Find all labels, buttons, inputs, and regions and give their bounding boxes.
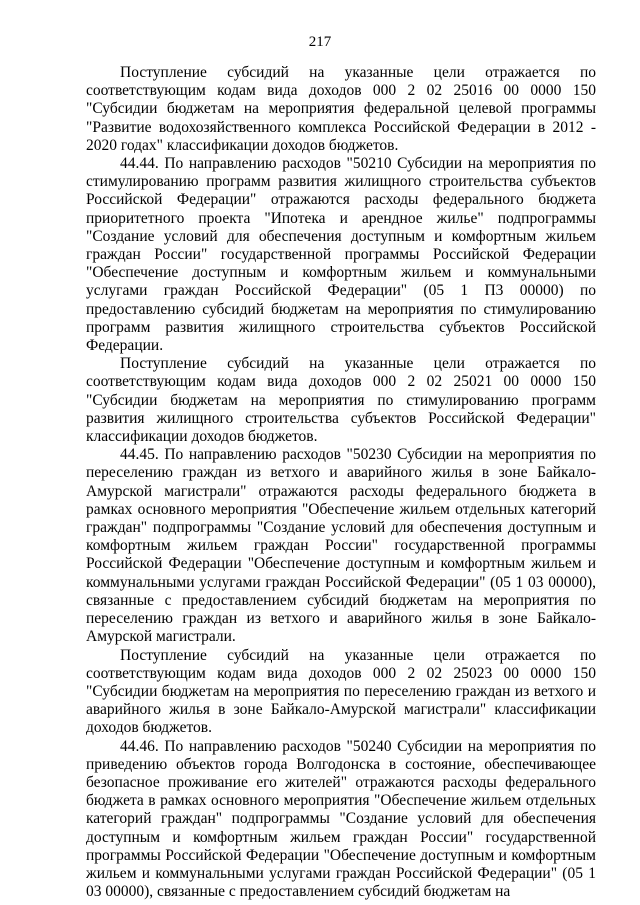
paragraph-subsidy-receipt-baikal: Поступление субсидий на указанные цели отражается по соответствующим кодам вида доходов 000 2 02 25023 00 0000 150 "Субсидии бюджетам на мероприятия по переселению граждан из ветхого и аварийного жилья в зоне Байкало-Амурской магистрали" классификации доходов бюджетов. [86, 646, 596, 737]
page-number: 217 [308, 34, 332, 50]
paragraph-44-44: 44.44. По направлению расходов "50210 Субсидии на мероприятия по стимулированию программ развития жилищного строительства субъектов Российской Федерации" отражаются расходы федерального бюджета приоритетного проекта "Ипотека и арендное жилье" подпрограммы "Создание условий для обеспечения доступным и комфортным жильем граждан России" государственной программы Российской Федерации "Обеспечение доступным и комфортным жильем и коммунальными услугами граждан Российской Федерации" (05 1 П3 00000) по предоставлению субсидий бюджетам на мероприятия по стимулированию программ развития жилищного строительства субъектов Российской Федерации. [86, 155, 596, 355]
paragraph-44-45: 44.45. По направлению расходов "50230 Субсидии на мероприятия по переселению граждан из ветхого и аварийного жилья в зоне Байкало-Амурской магистрали" отражаются расходы федерального бюджета в рамках основного мероприятия "Обеспечение жильем отдельных категорий граждан" подпрограммы "Создание условий для обеспечения доступным и комфортным жильем граждан России" государственной программы Российской Федерации "Обеспечение доступным и комфортным жильем и коммунальными услугами граждан Российской Федерации" (05 1 03 00000), связанные с предоставлением субсидий бюджетам на мероприятия по переселению граждан из ветхого и аварийного жилья в зоне Байкало-Амурской магистрали. [86, 446, 596, 646]
document-body [86, 64, 596, 901]
paragraph-44-46: 44.46. По направлению расходов "50240 Субсидии на мероприятия по приведению объектов города Волгодонска в состояние, обеспечивающее безопасное проживание его жителей" отражаются расходы федерального бюджета в рамках основного мероприятия "Обеспечение жильем отдельных категорий граждан" подпрограммы "Создание условий для обеспечения доступным и комфортным жильем граждан России" государственной программы Российской Федерации "Обеспечение доступным и комфортным жильем и коммунальными услугами граждан Российской Федерации" (05 1 03 00000), связанные с предоставлением субсидий бюджетам на [86, 737, 596, 901]
paragraph-subsidy-receipt-housing: Поступление субсидий на указанные цели отражается по соответствующим кодам вида доходов 000 2 02 25021 00 0000 150 "Субсидии бюджетам на мероприятия по стимулированию программ развития жилищного строительства субъектов Российской Федерации" классификации доходов бюджетов. [86, 355, 596, 446]
paragraph-subsidy-receipt-water: Поступление субсидий на указанные цели отражается по соответствующим кодам вида доходов 000 2 02 25016 00 0000 150 "Субсидии бюджетам на мероприятия федеральной целевой программы "Развитие водохозяйственного комплекса Российской Федерации в 2012 - 2020 годах" классификации доходов бюджетов. [86, 64, 596, 154]
